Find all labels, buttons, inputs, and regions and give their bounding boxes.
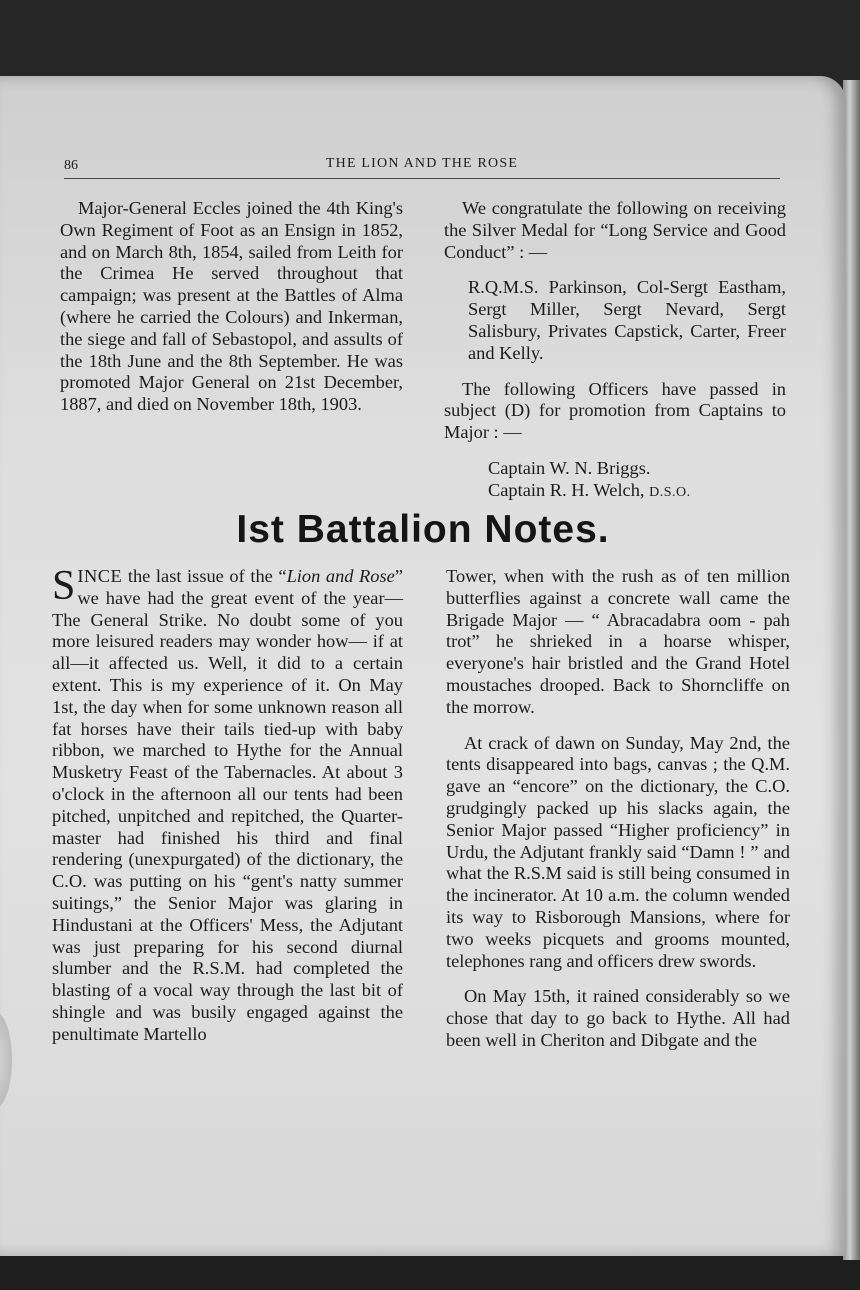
officer-briggs: Captain W. N. Briggs. [488,457,651,478]
officer-line-1 [444,458,786,480]
strike-paragraph [52,563,403,1046]
background-bottom [0,1250,860,1290]
right-column [446,566,790,1052]
left-column [52,563,403,1046]
page-header [64,152,780,179]
top-left-column [60,198,403,416]
page-number: 86 [64,158,78,173]
officer-line-2 [444,480,786,504]
thumb-shadow [0,1012,12,1108]
officer-welch: Captain R. H. Welch, [488,479,645,500]
honour-dso: D.S.O. [649,484,691,500]
running-title: THE LION AND THE ROSE [325,156,519,171]
opening-italic: Lion and Rose [286,566,395,586]
eccles-paragraph: Major-General Eccles joined the 4th King's Own Regiment of Foot as an Ensign in 1852, and on March 8th, 1854, sailed from Leith for the Crimea He served throughout that campaign; was present at the Battles of Alma (where he carried the Colours) and Inkerman, the siege and fall of Sebastopol, and assults of the 18th June and the 8th September. He was promoted Major General on 21st December, 1887, and died on November 18th, 1903. [60,198,403,415]
medal-recipients: R.Q.M.S. Parkinson, Col-Sergt Eastham, Sergt Miller, Sergt Nevard, Sergt Salisbury, Privates Capstick, Carter, Freer and Kelly. [468,277,786,363]
section-heading: Ist Battalion Notes. [236,508,610,551]
opening-text: the last issue of the “ [127,566,287,586]
right-paragraph-2: At crack of dawn on Sunday, May 2nd, the tents disappeared into bags, canvas ; the Q.M. gave an “encore” on the dictionary, the C.O. grudgingly packed up his slacks again, the Senior Major passed “Higher proficiency” in Urdu, the Adjutant frankly said “Damn ! ” and what the R.S.M said is still being consumed in the incinerator. At 10 a.m. the column wended its way to Risborough Mansions, where for two weeks picquets and grooms mounted, telephones rang and officers drew swords. [446,732,790,971]
opening-caps: INCE [77,566,123,586]
promotion-intro: The following Officers have passed in subject (D) for promotion from Captains to Major : — [444,378,786,443]
drop-cap: S [52,563,76,609]
right-paragraph-1: Tower, when with the rush as of ten million butterflies against a concrete wall came the Brigade Major — “ Abracadabra oom - pah trot” he shrieked in a hoarse whisper, everyone's hair bristled and the Grand Hotel moustaches drooped. Back to Shorncliffe on the morrow. [446,566,790,717]
top-right-column [444,198,786,504]
left-body: ” we have had the great event of the year— The General Strike. No doubt some of you more leisured readers may wonder how— if at all—it affected us. Well, it did to a certain extent. This is my experience of it. On May 1st, the day when for some unknown reason all fat horses have their tails tied-up with baby ribbon, we marched to Hythe for the Annual Musketry Feast of the Tabernacles. At about 3 o'clock in the afternoon all our tents had been pitched, unpitched and repitched, the Quarter-master had finished his third and final rendering (unexpurgated) of the dictionary, the C.O. was putting on his “gent's natty summer suitings,” the Senior Major was glaring in Hindustani at the Officers' Mess, the Adjutant was just preparing for his second diurnal slumber and the R.S.M. had completed the blasting of a vocal way through the last bit of shingle and was busily engaged against the penultimate Martello [52,566,403,1044]
right-paragraph-3: On May 15th, it rained considerably so we chose that day to go back to Hythe. All had been well in Cheriton and Dibgate and the [446,986,790,1050]
medal-intro: We congratulate the following on receiving the Silver Medal for “Long Service and Good Conduct” : — [444,198,786,262]
magazine-page [0,76,846,1256]
